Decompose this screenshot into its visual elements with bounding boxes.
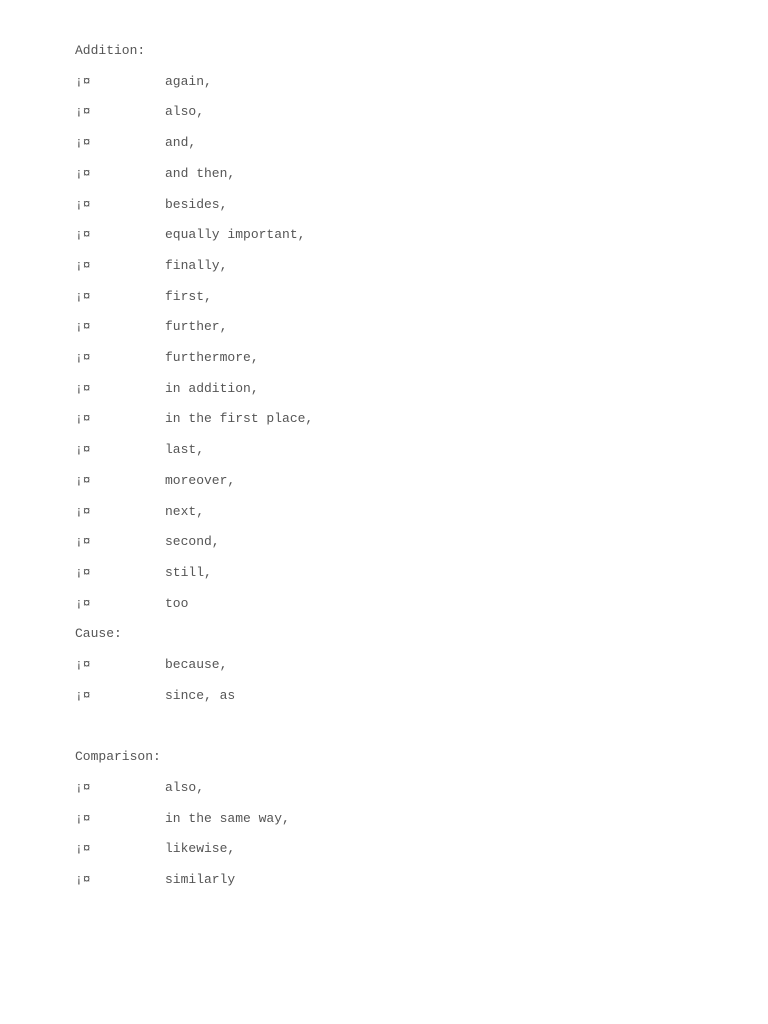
- bullet-glyph: ¡¤: [75, 595, 91, 611]
- section-heading: Cause:: [75, 626, 122, 642]
- transition-word: still,: [165, 564, 212, 580]
- bullet-glyph: ¡¤: [75, 779, 91, 795]
- transition-word: similarly: [165, 871, 236, 887]
- transition-word: next,: [165, 503, 205, 519]
- bullet-glyph: ¡¤: [75, 135, 91, 151]
- bullet-glyph: ¡¤: [75, 687, 91, 703]
- list-item: [0, 594, 768, 624]
- transition-word: second,: [165, 534, 220, 550]
- list-item: [0, 563, 768, 593]
- list-item: [0, 870, 768, 900]
- transition-word: first,: [165, 288, 212, 304]
- list-item: [0, 133, 768, 163]
- section-heading-row: [0, 624, 768, 654]
- list-item: [0, 532, 768, 562]
- transition-word: since, as: [165, 687, 236, 703]
- list-item: [0, 256, 768, 286]
- list-item: [0, 317, 768, 347]
- list-item: [0, 778, 768, 808]
- bullet-glyph: ¡¤: [75, 288, 91, 304]
- transition-word: in the first place,: [165, 411, 314, 427]
- list-item: [0, 348, 768, 378]
- bullet-glyph: ¡¤: [75, 257, 91, 273]
- bullet-glyph: ¡¤: [75, 227, 91, 243]
- bullet-glyph: ¡¤: [75, 442, 91, 458]
- list-item: [0, 471, 768, 501]
- bullet-glyph: ¡¤: [75, 657, 91, 672]
- transition-word: again,: [165, 73, 212, 89]
- bullet-glyph: ¡¤: [75, 564, 91, 580]
- bullet-glyph: ¡¤: [75, 871, 91, 887]
- list-item: [0, 72, 768, 102]
- bullet-glyph: ¡¤: [75, 472, 91, 488]
- bullet-glyph: ¡¤: [75, 411, 91, 427]
- transition-word: further,: [165, 319, 228, 335]
- bullet-glyph: ¡¤: [75, 319, 91, 335]
- transition-word: in the same way,: [165, 810, 290, 826]
- bullet-glyph: ¡¤: [75, 810, 91, 826]
- transition-word: equally important,: [165, 227, 306, 243]
- list-item: [0, 686, 768, 716]
- list-item: [0, 409, 768, 439]
- bullet-glyph: ¡¤: [75, 73, 91, 89]
- transition-word: in addition,: [165, 380, 259, 396]
- bullet-glyph: ¡¤: [75, 165, 91, 181]
- list-item: [0, 502, 768, 532]
- list-item: [0, 440, 768, 470]
- list-item: [0, 102, 768, 132]
- transition-word: furthermore,: [165, 350, 259, 365]
- list-item: [0, 225, 768, 255]
- bullet-glyph: ¡¤: [75, 350, 91, 365]
- transition-word: likewise,: [165, 841, 236, 857]
- bullet-glyph: ¡¤: [75, 841, 91, 857]
- section-heading: Addition:: [75, 43, 146, 58]
- transition-word: moreover,: [165, 472, 236, 488]
- section-heading-row: [0, 747, 768, 777]
- transition-word: besides,: [165, 196, 228, 212]
- list-item: [0, 287, 768, 317]
- list-item: [0, 164, 768, 194]
- bullet-glyph: ¡¤: [75, 104, 91, 120]
- bullet-glyph: ¡¤: [75, 534, 91, 550]
- transition-word: also,: [165, 104, 205, 120]
- list-item: [0, 839, 768, 869]
- transition-word: also,: [165, 779, 205, 795]
- transition-word: last,: [165, 442, 205, 458]
- list-item: [0, 195, 768, 225]
- transition-word: because,: [165, 657, 228, 672]
- transition-word: and,: [165, 135, 197, 151]
- list-item: [0, 809, 768, 839]
- bullet-glyph: ¡¤: [75, 196, 91, 212]
- list-item: [0, 379, 768, 409]
- section-heading: Comparison:: [75, 749, 161, 765]
- transition-word: finally,: [165, 257, 228, 273]
- list-item: [0, 655, 768, 685]
- transition-word: too: [165, 595, 189, 611]
- section-heading-row: [0, 41, 768, 71]
- transition-word: and then,: [165, 165, 236, 181]
- bullet-glyph: ¡¤: [75, 380, 91, 396]
- bullet-glyph: ¡¤: [75, 503, 91, 519]
